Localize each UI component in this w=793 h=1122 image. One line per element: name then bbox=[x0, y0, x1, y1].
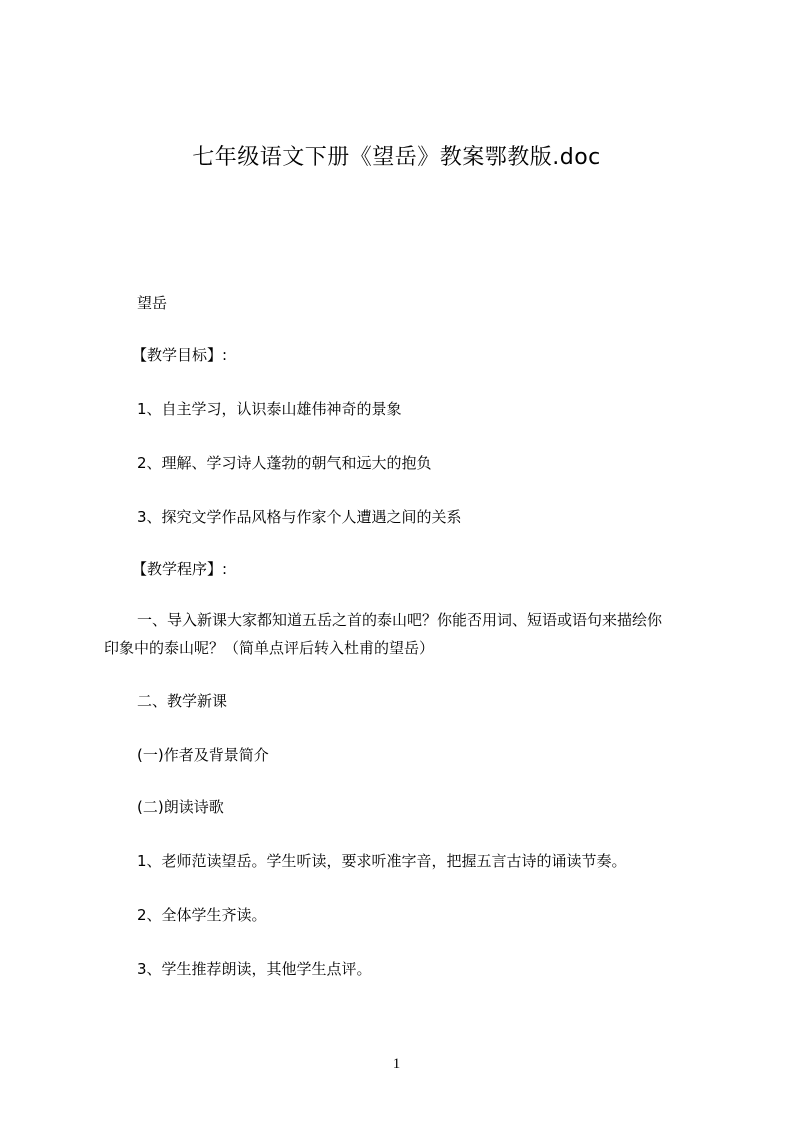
procedure-step-1-line-2: 印象中的泰山呢？（简单点评后转入杜甫的望岳） bbox=[104, 639, 435, 657]
section-teaching-goals: 【教学目标】: bbox=[132, 346, 228, 364]
procedure-step-1 bbox=[104, 606, 704, 662]
subsection-author-background: (一)作者及背景简介 bbox=[137, 746, 269, 764]
page-number: 1 bbox=[392, 1056, 401, 1072]
reading-item-3: 3、学生推荐朗读，其他学生点评。 bbox=[137, 960, 372, 978]
procedure-step-1-line-1: 一、导入新课大家都知道五岳之首的泰山吧？你能否用词、短语或语句来描绘你 bbox=[137, 611, 663, 629]
section-teaching-procedure: 【教学程序】: bbox=[132, 560, 228, 578]
document-title: 七年级语文下册《望岳》教案鄂教版.doc bbox=[192, 145, 601, 170]
lesson-heading: 望岳 bbox=[137, 294, 168, 312]
reading-item-2: 2、全体学生齐读。 bbox=[137, 906, 267, 924]
goal-item-3: 3、探究文学作品风格与作家个人遭遇之间的关系 bbox=[137, 508, 462, 526]
reading-item-1: 1、老师范读望岳。学生听读，要求听准字音，把握五言古诗的诵读节奏。 bbox=[137, 852, 627, 870]
subsection-poem-reading: (二)朗读诗歌 bbox=[137, 798, 224, 816]
procedure-step-2: 二、教学新课 bbox=[137, 692, 228, 710]
goal-item-2: 2、理解、学习诗人蓬勃的朝气和远大的抱负 bbox=[137, 454, 432, 472]
goal-item-1: 1、自主学习，认识泰山雄伟神奇的景象 bbox=[137, 400, 402, 418]
